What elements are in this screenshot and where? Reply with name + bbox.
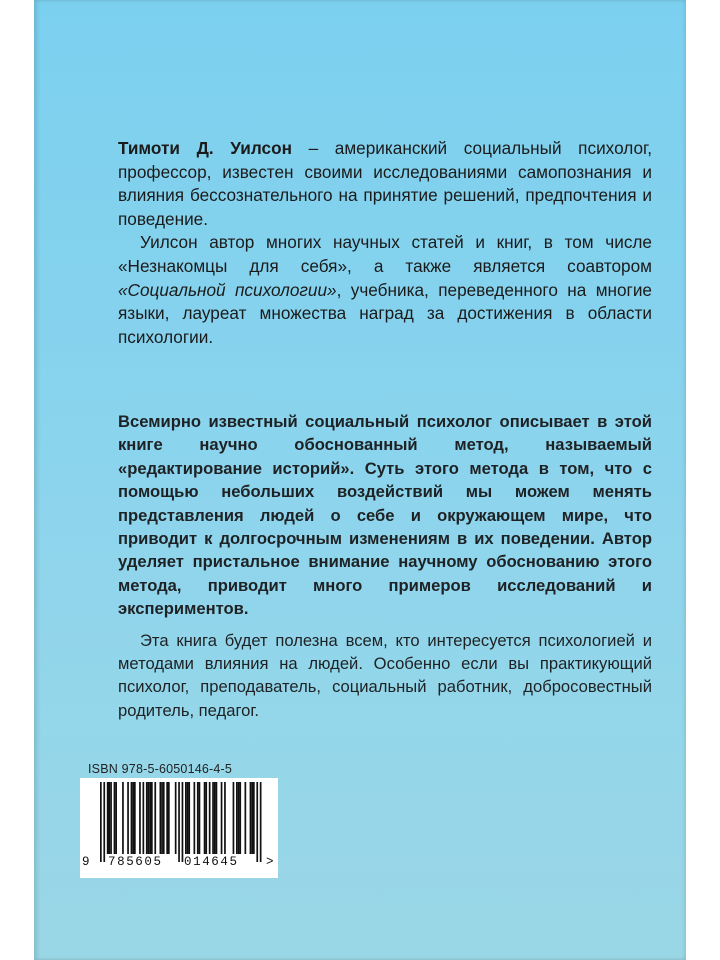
barcode-bar — [139, 782, 141, 854]
barcode-bar — [148, 782, 150, 854]
barcode-bar — [114, 782, 116, 854]
barcode-bar — [188, 782, 190, 854]
barcode-guard-bar — [260, 782, 262, 862]
barcode-bar — [205, 782, 207, 854]
barcode — [80, 778, 278, 878]
barcode-left-digits: 785605 — [108, 855, 163, 869]
barcode-bar — [221, 782, 223, 854]
barcode-bar — [151, 782, 153, 854]
author-bio — [118, 137, 652, 349]
barcode-bar — [163, 782, 165, 854]
barcode-first-digit: 9 — [82, 855, 90, 869]
barcode-bar — [175, 782, 177, 854]
barcode-bar — [131, 782, 133, 854]
author-awards-text: , учебника, переведенного на многие языки, лауреат множества наград за достижения в области психологии. — [118, 279, 652, 347]
description-paragraph-1: Всемирно известный социальный психолог описывает в этой книге научно обоснованный метод, называемый «редактирование историй». Суть этого метода в том, что с помощью небольших воздействий мы можем менять представления людей о себе и окружающем мире, что приводит к долгосрочным изменениям в их поведении. Автор уделяет пристальное внимание научному обоснованию этого метода, приводит много примеров исследований и экспериментов. — [118, 412, 652, 619]
barcode-bar — [187, 782, 189, 854]
author-name: Тимоти Д. Уилсон — [118, 138, 292, 158]
barcode-bar — [115, 782, 117, 854]
barcode-bar — [250, 782, 252, 854]
barcode-guard-bar — [103, 782, 105, 862]
barcode-bar — [166, 782, 168, 854]
barcode-bar — [134, 782, 136, 854]
book-description — [118, 410, 652, 722]
author-bio-paragraph-2 — [118, 231, 652, 349]
barcode-bar — [204, 782, 206, 854]
barcode-bar — [143, 782, 145, 854]
barcode-bar — [197, 782, 199, 854]
barcode-bar — [122, 782, 124, 854]
barcode-bar — [199, 782, 201, 854]
barcode-bar — [168, 782, 170, 854]
barcode-right-digits: 014645 — [184, 855, 239, 869]
book-title-italic: «Социальной психологии» — [118, 279, 337, 300]
barcode-bar — [127, 782, 129, 854]
barcode-bar — [209, 782, 211, 854]
barcode-bar — [161, 782, 163, 854]
barcode-bar — [253, 782, 255, 854]
barcode-bar — [251, 782, 253, 854]
barcode-bar — [146, 782, 148, 854]
barcode-bar — [154, 782, 156, 854]
barcode-bar — [109, 782, 111, 854]
isbn-label: ISBN 978-5-6050146-4-5 — [88, 762, 233, 776]
barcode-bar — [185, 782, 187, 854]
barcode-bar — [160, 782, 162, 854]
barcode-guard-bar — [178, 782, 180, 862]
barcode-bar — [239, 782, 241, 854]
barcode-bar — [214, 782, 216, 854]
barcode-bar — [132, 782, 134, 854]
barcode-bar — [149, 782, 151, 854]
barcode-arrow: > — [266, 855, 274, 869]
barcode-bar — [233, 782, 235, 854]
author-works-text: Уилсон автор многих научных статей и книг, в том числе «Незнакомцы для себя», а также является соавтором — [118, 232, 652, 276]
barcode-bar — [194, 782, 196, 854]
barcode-guard-bar — [256, 782, 258, 862]
barcode-bar — [245, 782, 247, 854]
barcode-bar — [236, 782, 238, 854]
author-bio-paragraph-1 — [118, 137, 652, 231]
barcode-bar — [110, 782, 112, 854]
barcode-bar — [107, 782, 109, 854]
barcode-bar — [216, 782, 218, 854]
barcode-bar — [212, 782, 214, 854]
description-paragraph-2: Эта книга будет полезна всем, кто интересуется психологией и методами влияния на людей. Особенно если вы практикующий психолог, преподаватель, социальный работник, добросовестный родитель, педагог. — [118, 630, 652, 720]
barcode-bar — [238, 782, 240, 854]
author-bio-text: – американский социальный психолог, профессор, известен своими исследованиями самопознания и влияния бессознательного на принятие решений, предпочтения и поведение. — [118, 138, 652, 229]
barcode-bar — [224, 782, 226, 854]
barcode-bars — [94, 782, 270, 862]
barcode-guard-bar — [100, 782, 102, 862]
barcode-guard-bar — [182, 782, 184, 862]
